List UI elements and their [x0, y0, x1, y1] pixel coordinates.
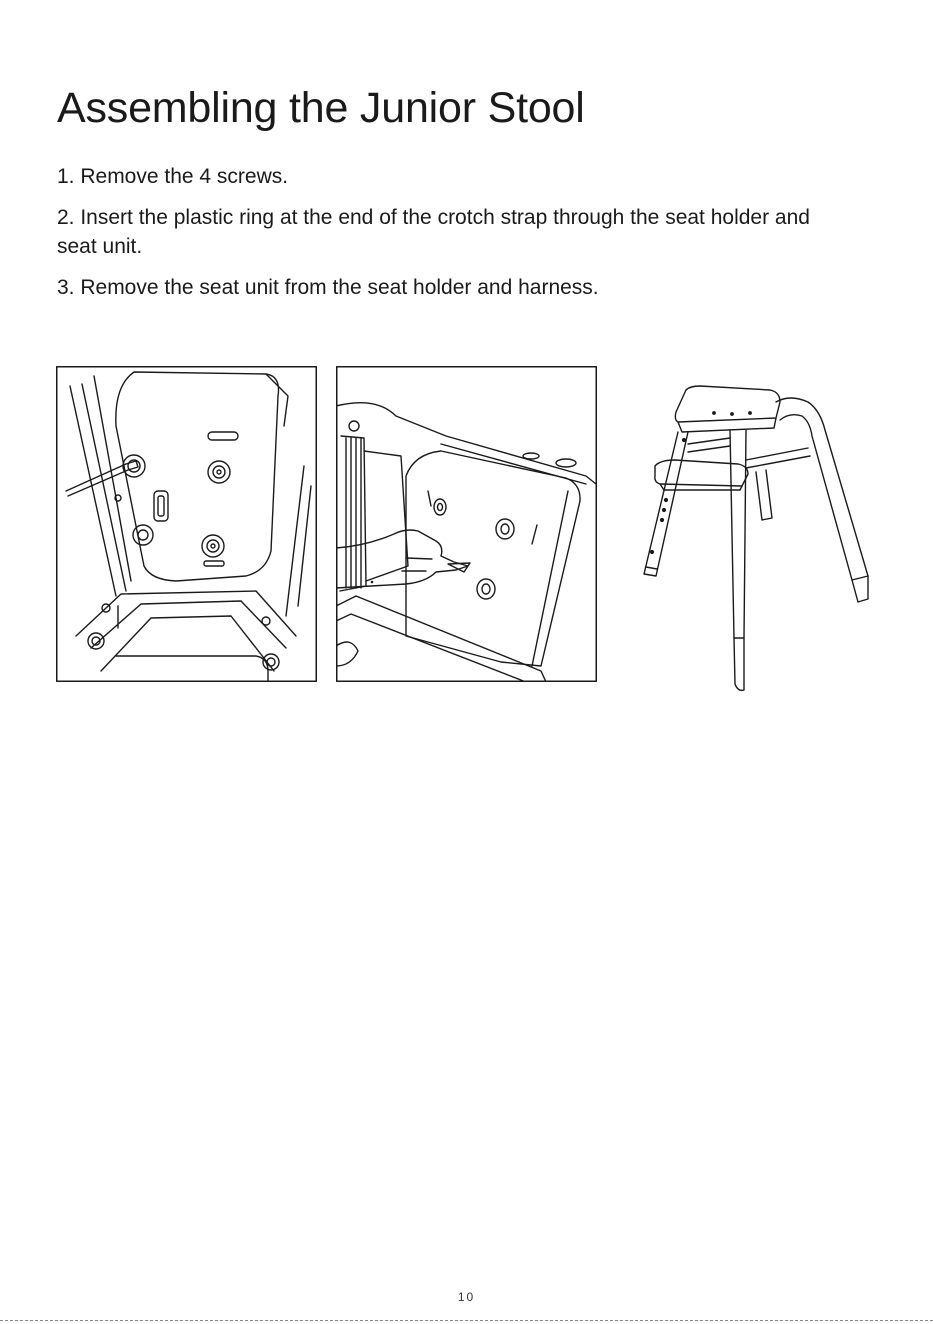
footer-divider [0, 1320, 933, 1321]
figure-junior-stool [630, 380, 875, 692]
step-1: 1. Remove the 4 screws. [57, 165, 289, 188]
junior-stool-illustration [630, 380, 875, 692]
page-number: 10 [457, 1290, 476, 1304]
step-2: 2. Insert the plastic ring at the end of the crotch strap through the seat holder and seat unit. [57, 206, 810, 258]
instruction-steps [57, 162, 817, 314]
hand-inserting-strap-ring-illustration [336, 366, 597, 682]
page-title: Assembling the Junior Stool [57, 84, 585, 132]
step-3: 3. Remove the seat unit from the seat holder and harness. [57, 276, 599, 299]
figure-remove-screws [56, 366, 317, 682]
figure-insert-strap-ring [336, 366, 597, 682]
screwdriver-removing-screws-illustration [56, 366, 317, 682]
